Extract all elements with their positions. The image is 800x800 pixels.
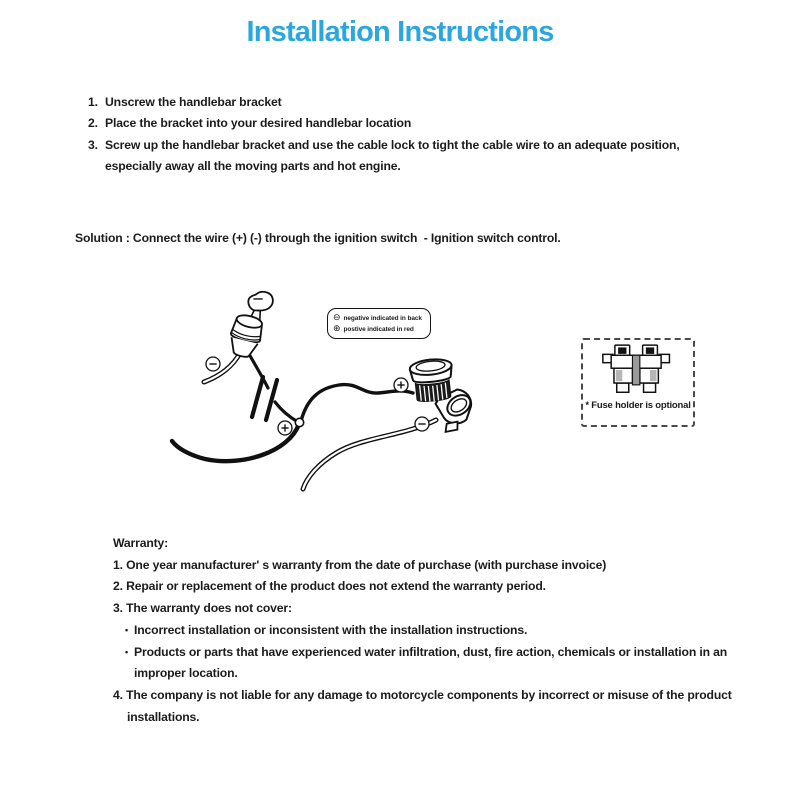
- step-text: Screw up the handlebar bracket and use the cable lock to tight the cable wire to an adequate position, especially away all the moving parts and hot engine.: [105, 137, 680, 173]
- fuse-note: * Fuse holder is optional: [585, 400, 691, 411]
- warranty-item-1: 1. One year manufacturer' s warranty from the date of purchase (with purchase invoice): [113, 557, 607, 572]
- step-2: [88, 113, 738, 134]
- warranty-item-3: 3. The warranty does not cover:: [113, 601, 292, 616]
- fuse-holder-box: [581, 338, 695, 427]
- junction-dot: [295, 418, 303, 426]
- warranty-heading: Warranty:: [113, 536, 169, 550]
- page-title: Installation Instructions: [246, 16, 554, 48]
- ignition-switch: [226, 286, 275, 360]
- plus-symbol-socket: [394, 378, 408, 392]
- bullet-icon: •: [125, 646, 129, 657]
- warranty-bullet-1: [113, 620, 745, 642]
- legend-row-positive: [333, 325, 427, 334]
- bullet-text: Products or parts that have experienced water infiltration, dust, fire action, chemicals or installation in an improper location.: [134, 644, 728, 681]
- wire-positive-after-break: [275, 402, 298, 422]
- minus-symbol-switch: [206, 357, 220, 371]
- step-number: 1.: [88, 95, 98, 109]
- wire-negative-from-socket: [303, 420, 436, 489]
- solution-note: Solution : Connect the wire (+) (-) through the ignition switch - Ignition switch control.: [75, 231, 561, 245]
- legend-text: negative indicated in back: [343, 314, 422, 322]
- bullet-icon: •: [125, 624, 129, 635]
- legend-row-negative: [333, 314, 427, 323]
- bullet-text: Incorrect installation or inconsistent with the installation instructions.: [134, 622, 528, 637]
- installation-steps: [88, 92, 738, 177]
- warranty-section: [113, 533, 745, 728]
- step-number: 2.: [88, 116, 98, 131]
- warranty-bullet-2: [113, 642, 745, 685]
- warranty-item-4: 4. The company is not liable for any damage to motorcycle components by incorrect or misuse of the product installations.: [113, 687, 732, 724]
- step-number: 3.: [88, 137, 98, 152]
- plus-symbol-junction: [278, 421, 292, 435]
- fuse-holder-icon: [601, 344, 675, 398]
- wire-positive-from-switch: [249, 354, 268, 388]
- warranty-item-2: 2. Repair or replacement of the product does not extend the warranty period.: [113, 579, 546, 594]
- wiring-diagram: [0, 275, 800, 515]
- step-text: Place the bracket into your desired handlebar location: [105, 116, 412, 131]
- step-text: Unscrew the handlebar bracket: [105, 95, 282, 109]
- step-1: [88, 92, 738, 113]
- step-3: [88, 135, 738, 178]
- minus-symbol-socket: [415, 417, 429, 431]
- legend-text: postive indicated in red: [343, 325, 414, 333]
- polarity-legend-box: [327, 308, 431, 339]
- minus-circle-icon: ⊖: [333, 312, 341, 323]
- plus-circle-icon: ⊕: [333, 323, 341, 334]
